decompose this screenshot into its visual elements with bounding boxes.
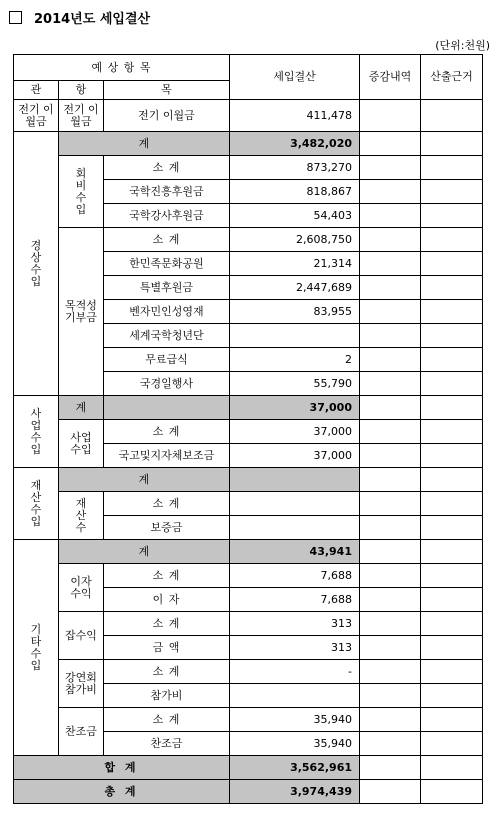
title-text: 2014년도 세입결산 xyxy=(34,12,151,27)
hoebi1-value: 818,867 xyxy=(230,180,360,204)
cell xyxy=(421,156,483,180)
p3-label: 벤자민인성영재 xyxy=(104,300,230,324)
cell xyxy=(360,276,421,300)
cell xyxy=(360,228,421,252)
lec-sub-label: 소 계 xyxy=(104,660,230,684)
biz-total-value: 37,000 xyxy=(230,396,360,420)
p2-value: 2,447,689 xyxy=(230,276,360,300)
hoebi2-label: 국학강사후원금 xyxy=(104,204,230,228)
cell xyxy=(360,132,421,156)
cell xyxy=(421,180,483,204)
cell xyxy=(421,204,483,228)
misc-hang: 잡수익 xyxy=(59,612,104,660)
cell xyxy=(360,780,421,804)
checkbox-square-icon xyxy=(9,11,22,24)
carry-value: 411,478 xyxy=(230,100,360,132)
header-settlement: 세입결산 xyxy=(230,55,360,100)
cell xyxy=(360,100,421,132)
hoebi-sub-value: 873,270 xyxy=(230,156,360,180)
cell xyxy=(360,660,421,684)
cell xyxy=(421,276,483,300)
cell xyxy=(360,300,421,324)
biz-sub-value: 37,000 xyxy=(230,420,360,444)
prop-total-value xyxy=(230,468,360,492)
hoebi-hang: 회비수입 xyxy=(59,156,104,228)
cell xyxy=(360,516,421,540)
p1-label: 한민족문화공원 xyxy=(104,252,230,276)
prop-hang: 재산수 xyxy=(59,492,104,540)
page-title xyxy=(9,8,150,27)
cell xyxy=(360,348,421,372)
cell xyxy=(360,564,421,588)
carry-hang: 전기 이월금 xyxy=(59,100,104,132)
int-sub-label: 소 계 xyxy=(104,564,230,588)
prop-sub-label: 소 계 xyxy=(104,492,230,516)
p6-label: 국경일행사 xyxy=(104,372,230,396)
cell xyxy=(421,756,483,780)
cell xyxy=(421,612,483,636)
cell xyxy=(360,204,421,228)
misc-sub-label: 소 계 xyxy=(104,612,230,636)
cell xyxy=(421,732,483,756)
p5-label: 무료급식 xyxy=(104,348,230,372)
cell xyxy=(421,372,483,396)
etc-total-label: 계 xyxy=(59,540,230,564)
p6-value: 55,790 xyxy=(230,372,360,396)
hoebi1-label: 국학진흥후원금 xyxy=(104,180,230,204)
header-gwan: 관 xyxy=(14,81,59,100)
int-sub-value: 7,688 xyxy=(230,564,360,588)
cell xyxy=(421,396,483,420)
biz1-label: 국고및지자체보조금 xyxy=(104,444,230,468)
prop-sub-value xyxy=(230,492,360,516)
misc-sub-value: 313 xyxy=(230,612,360,636)
cell xyxy=(360,444,421,468)
etc-gwan: 기타수입 xyxy=(14,540,59,756)
purpose-hang: 목적성 기부금 xyxy=(59,228,104,396)
biz-sub-label: 소 계 xyxy=(104,420,230,444)
cell xyxy=(360,396,421,420)
purpose-sub-label: 소 계 xyxy=(104,228,230,252)
cell xyxy=(421,708,483,732)
cell xyxy=(360,492,421,516)
p4-value xyxy=(230,324,360,348)
cell xyxy=(421,324,483,348)
carry-gwan: 전기 이월금 xyxy=(14,100,59,132)
prop-gwan: 재산수입 xyxy=(14,468,59,540)
biz-total-blank xyxy=(104,396,230,420)
cell xyxy=(360,420,421,444)
header-change: 증감내역 xyxy=(360,55,421,100)
misc1-label: 금 액 xyxy=(104,636,230,660)
sum-value: 3,562,961 xyxy=(230,756,360,780)
cell xyxy=(421,132,483,156)
header-mok: 목 xyxy=(104,81,230,100)
prop1-label: 보증금 xyxy=(104,516,230,540)
cell xyxy=(360,372,421,396)
sup-hang: 찬조금 xyxy=(59,708,104,756)
op-gwan: 경상수입 xyxy=(14,132,59,396)
cell xyxy=(360,612,421,636)
misc1-value: 313 xyxy=(230,636,360,660)
cell xyxy=(360,636,421,660)
cell xyxy=(421,588,483,612)
cell xyxy=(360,252,421,276)
int-hang: 이자 수익 xyxy=(59,564,104,612)
header-basis: 산출근거 xyxy=(421,55,483,100)
sup-sub-label: 소 계 xyxy=(104,708,230,732)
p5-value: 2 xyxy=(230,348,360,372)
lec-sub-value: - xyxy=(230,660,360,684)
p3-value: 83,955 xyxy=(230,300,360,324)
biz1-value: 37,000 xyxy=(230,444,360,468)
op-total-value: 3,482,020 xyxy=(230,132,360,156)
cell xyxy=(360,468,421,492)
etc-total-value: 43,941 xyxy=(230,540,360,564)
cell xyxy=(360,756,421,780)
prop-total-label: 계 xyxy=(59,468,230,492)
cell xyxy=(360,732,421,756)
header-items: 예 상 항 목 xyxy=(14,55,230,81)
cell xyxy=(421,780,483,804)
biz-hang: 사업 수입 xyxy=(59,420,104,468)
settlement-table xyxy=(13,54,483,804)
sup-sub-value: 35,940 xyxy=(230,708,360,732)
cell xyxy=(421,564,483,588)
cell xyxy=(421,100,483,132)
prop1-value xyxy=(230,516,360,540)
cell xyxy=(360,156,421,180)
p2-label: 특별후원금 xyxy=(104,276,230,300)
cell xyxy=(360,324,421,348)
cell xyxy=(421,252,483,276)
sup1-value: 35,940 xyxy=(230,732,360,756)
carry-mok: 전기 이월금 xyxy=(104,100,230,132)
lec1-label: 참가비 xyxy=(104,684,230,708)
cell xyxy=(421,684,483,708)
hoebi-sub-label: 소 계 xyxy=(104,156,230,180)
cell xyxy=(421,444,483,468)
sup1-label: 찬조금 xyxy=(104,732,230,756)
cell xyxy=(421,420,483,444)
cell xyxy=(421,348,483,372)
purpose-sub-value: 2,608,750 xyxy=(230,228,360,252)
cell xyxy=(421,636,483,660)
cell xyxy=(360,180,421,204)
p4-label: 세계국학청년단 xyxy=(104,324,230,348)
cell xyxy=(421,492,483,516)
header-hang: 항 xyxy=(59,81,104,100)
grand-total-value: 3,974,439 xyxy=(230,780,360,804)
cell xyxy=(360,684,421,708)
unit-label: (단위:천원) xyxy=(435,39,490,52)
cell xyxy=(421,468,483,492)
p1-value: 21,314 xyxy=(230,252,360,276)
cell xyxy=(421,660,483,684)
cell xyxy=(360,540,421,564)
sum-label: 합 계 xyxy=(14,756,230,780)
cell xyxy=(360,588,421,612)
biz-total-label: 계 xyxy=(59,396,104,420)
cell xyxy=(421,540,483,564)
cell xyxy=(421,516,483,540)
biz-gwan: 사업수입 xyxy=(14,396,59,468)
op-total-label: 계 xyxy=(59,132,230,156)
int1-label: 이 자 xyxy=(104,588,230,612)
lec-hang: 강연회 참가비 xyxy=(59,660,104,708)
cell xyxy=(360,708,421,732)
cell xyxy=(421,300,483,324)
hoebi2-value: 54,403 xyxy=(230,204,360,228)
cell xyxy=(421,228,483,252)
lec1-value xyxy=(230,684,360,708)
grand-total-label: 총 계 xyxy=(14,780,230,804)
int1-value: 7,688 xyxy=(230,588,360,612)
